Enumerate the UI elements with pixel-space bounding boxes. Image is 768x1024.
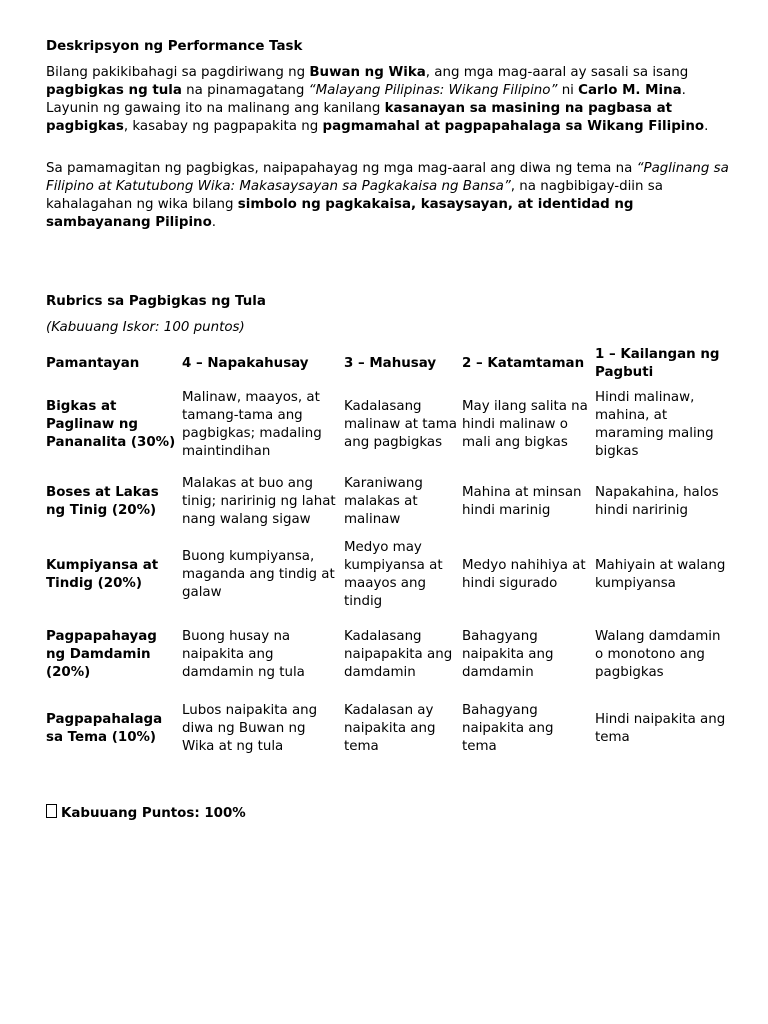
table-row — [44, 384, 734, 466]
table-cell: Walang damdamin o monotono ang pagbigkas — [595, 629, 721, 680]
table-cell: Medyo may kumpiyansa at maayos ang tindig — [344, 540, 443, 609]
criterion-cell: Bigkas at Paglinaw ng Pananalita (30%) — [46, 399, 176, 450]
text: , kasabay ng pagpapakita ng — [123, 119, 323, 134]
table-cell: Buong husay na naipakita ang damdamin ng tula — [182, 629, 305, 680]
bold-text: Carlo M. Mina — [578, 83, 682, 98]
table-cell: Mahiyain at walang kumpiyansa — [595, 558, 726, 591]
text: . — [211, 215, 217, 230]
table-cell: Lubos naipakita ang diwa ng Buwan ng Wika at ng tula — [182, 703, 318, 754]
bold-text: simbolo ng pagkakaisa, kasaysayan, at identidad ng sambayanang Pilipino — [46, 197, 634, 230]
criterion-cell: Kumpiyansa at Tindig (20%) — [46, 558, 159, 591]
total-score — [46, 804, 246, 823]
criterion-cell: Boses at Lakas ng Tinig (20%) — [46, 485, 159, 518]
table-row — [44, 466, 734, 538]
table-row — [44, 698, 734, 760]
table-cell: Kadalasang malinaw at tama ang pagbigkas — [344, 399, 458, 450]
table-cell: Medyo nahihiya at hindi sigurado — [462, 558, 586, 591]
bold-text: pagmamahal at pagpapahalaga sa Wikang Filipino — [322, 119, 705, 134]
rubric-subtitle: (Kabuuang Iskor: 100 puntos) — [46, 320, 245, 335]
column-header: 4 – Napakahusay — [182, 356, 309, 371]
table-cell: May ilang salita na hindi malinaw o mali ang bigkas — [462, 399, 588, 450]
table-header-row — [44, 344, 734, 384]
rubric-table — [44, 344, 734, 760]
column-header: Pamantayan — [46, 356, 140, 371]
criterion-cell: Pagpapahayag ng Damdamin (20%) — [46, 629, 157, 680]
table-cell: Malinaw, maayos, at tamang-tama ang pagbigkas; madaling maintindihan — [182, 390, 322, 459]
table-cell: Hindi malinaw, mahina, at maraming maling bigkas — [595, 390, 714, 459]
table-cell: Kadalasan ay naipakita ang tema — [344, 703, 436, 754]
bold-text: pagbigkas ng tula — [46, 83, 182, 98]
text: ni — [557, 83, 579, 98]
table-cell: Bahagyang naipakita ang damdamin — [462, 629, 554, 680]
italic-text: “Malayang Pilipinas: Wikang Filipino” — [308, 83, 558, 98]
column-header: 2 – Katamtaman — [462, 356, 585, 371]
table-cell: Kadalasang naipapakita ang damdamin — [344, 629, 453, 680]
description-paragraph-1 — [46, 64, 736, 136]
text: . — [704, 119, 709, 134]
total-score-label: Kabuuang Puntos: 100% — [61, 806, 246, 821]
table-cell: Karaniwang malakas at malinaw — [344, 476, 423, 527]
rubric-title: Rubrics sa Pagbigkas ng Tula — [46, 294, 266, 309]
table-cell: Hindi naipakita ang tema — [595, 712, 726, 745]
description-paragraph-2 — [46, 160, 736, 232]
table-cell: Malakas at buo ang tinig; naririnig ng lahat nang walang sigaw — [182, 476, 336, 527]
table-cell: Napakahina, halos hindi naririnig — [595, 485, 719, 518]
bold-text: kasanayan sa masining na pagbasa at pagbigkas — [46, 101, 673, 134]
bold-text: Buwan ng Wika — [309, 65, 426, 80]
column-header: 1 – Kailangan ng Pagbuti — [595, 347, 720, 380]
table-cell: Mahina at minsan hindi marinig — [462, 485, 582, 518]
text: Sa pamamagitan ng pagbigkas, naipapahayag ng mga mag-aaral ang diwa ng tema na — [46, 161, 637, 176]
text: , ang mga mag-aaral ay sasali sa isang — [425, 65, 689, 80]
table-cell: Bahagyang naipakita ang tema — [462, 703, 554, 754]
table-row — [44, 538, 734, 612]
table-cell: Buong kumpiyansa, maganda ang tindig at galaw — [182, 549, 335, 600]
page-title: Deskripsyon ng Performance Task — [46, 39, 303, 54]
italic-text: “Paglinang sa Filipino at Katutubong Wika: Makasaysayan sa Pagkakaisa ng Bansa” — [46, 161, 729, 194]
column-header: 3 – Mahusay — [344, 356, 437, 371]
missing-glyph-box-icon — [46, 804, 57, 818]
text: Bilang pakikibahagi sa pagdiriwang ng — [46, 65, 310, 80]
criterion-cell: Pagpapahalaga sa Tema (10%) — [46, 712, 163, 745]
text: , na nagbibigay-diin sa kahalagahan ng wika bilang — [46, 179, 663, 212]
text: na pinamagatang — [181, 83, 309, 98]
text: . Layunin ng gawaing ito na malinang ang kanilang — [46, 83, 686, 116]
table-row — [44, 612, 734, 698]
